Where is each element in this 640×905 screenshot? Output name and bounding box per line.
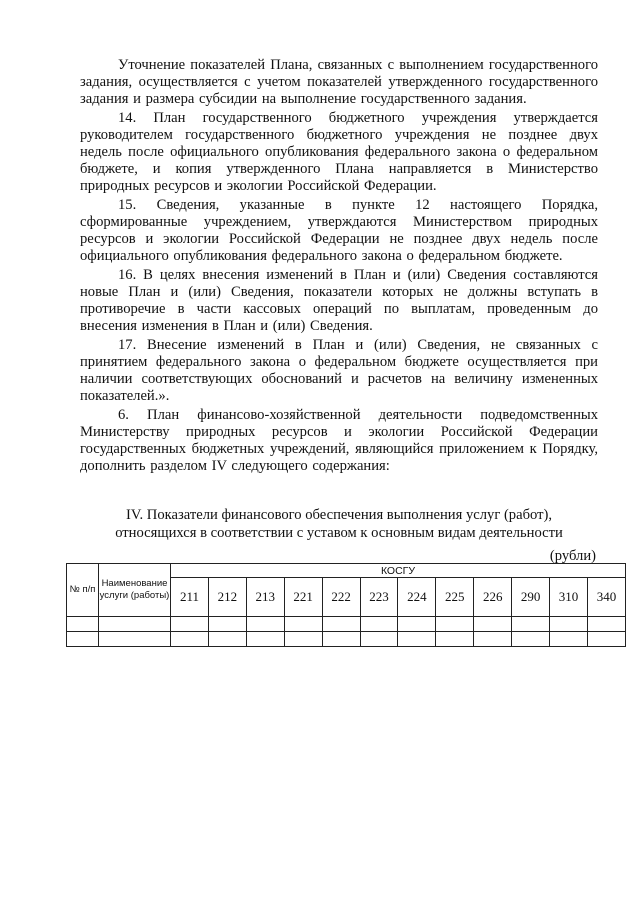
table-cell <box>436 632 474 647</box>
section-title-line1: IV. Показатели финансового обеспечения выполнения услуг (работ), <box>125 507 553 523</box>
table-cell <box>512 617 550 632</box>
table-cell <box>322 617 360 632</box>
table-cell <box>587 617 625 632</box>
code-cell: 223 <box>360 578 398 617</box>
header-kosgu: КОСГУ <box>171 564 626 578</box>
table-cell <box>398 617 436 632</box>
table-cell <box>398 632 436 647</box>
table-cell <box>67 617 99 632</box>
code-cell: 340 <box>587 578 625 617</box>
table-cell <box>284 617 322 632</box>
financial-table <box>66 563 626 647</box>
table-cell <box>474 632 512 647</box>
paragraph-15: 15. Сведения, указанные в пункте 12 настоящего Порядка, сформированные учреждением, утверждаются Министерством природных ресурсов и экологии Российской Федерации не позднее двух недель после официального опубликования федерального закона о федеральном бюджете. <box>80 197 598 264</box>
table-cell <box>246 632 284 647</box>
paragraph-17: 17. Внесение изменений в План и (или) Сведения, не связанных с принятием федерального закона о федеральном бюджете осуществляется при наличии соответствующих обоснований и расчетов на величину измененных показателей.». <box>80 337 598 404</box>
code-cell: 226 <box>474 578 512 617</box>
paragraph-6: 6. План финансово-хозяйственной деятельности подведомственных Министерству природных ресурсов и экологии Российской Федерации государственных бюджетных учреждений, являющийся приложением к Порядку, дополнить разделом IV следующего содержания: <box>80 407 598 474</box>
table-cell <box>99 632 171 647</box>
code-cell: 212 <box>208 578 246 617</box>
table-row <box>67 632 626 647</box>
table-cell <box>436 617 474 632</box>
table-cell <box>67 632 99 647</box>
paragraph-16: 16. В целях внесения изменений в План и (или) Сведения составляются новые План и (или) Сведения, показатели которых не должны вступать в противоречие в части кассовых операций по выплатам, проведенным до внесения изменения в План и (или) Сведения. <box>80 267 598 334</box>
table-cell <box>208 617 246 632</box>
table-cell <box>171 632 209 647</box>
body-text <box>80 57 598 477</box>
units-label: (рубли) <box>549 548 596 564</box>
code-cell: 225 <box>436 578 474 617</box>
table-cell <box>550 617 588 632</box>
table-cell <box>587 632 625 647</box>
section-title-line2: относящихся в соответствии с уставом к основным видам деятельности <box>115 525 563 541</box>
code-cell: 290 <box>512 578 550 617</box>
code-cell: 222 <box>322 578 360 617</box>
table-cell <box>512 632 550 647</box>
table-cell <box>208 632 246 647</box>
table-cell <box>284 632 322 647</box>
table-cell <box>550 632 588 647</box>
paragraph-clarification: Уточнение показателей Плана, связанных с выполнением государственного задания, осуществляется с учетом показателей утвержденного государственного задания и размера субсидии на выполнение государственного задания. <box>80 57 598 107</box>
code-cell: 211 <box>171 578 209 617</box>
code-cell: 224 <box>398 578 436 617</box>
header-number: № п/п <box>67 564 99 617</box>
section-title <box>80 506 598 542</box>
table-cell <box>474 617 512 632</box>
code-cell: 213 <box>246 578 284 617</box>
table-cell <box>171 617 209 632</box>
code-cell: 310 <box>550 578 588 617</box>
table-cell <box>99 617 171 632</box>
paragraph-14: 14. План государственного бюджетного учреждения утверждается руководителем государственного бюджетного учреждения не позднее двух недель после официального опубликования федерального закона о федеральном бюджете, и копия утвержденного Плана направляется в Министерство природных ресурсов и экологии Российской Федерации. <box>80 110 598 194</box>
table-cell <box>246 617 284 632</box>
table-cell <box>360 632 398 647</box>
table-row <box>67 617 626 632</box>
table-header-row <box>67 564 626 578</box>
code-cell: 221 <box>284 578 322 617</box>
table-cell <box>322 632 360 647</box>
header-service-name: Наименование услуги (работы) <box>99 564 171 617</box>
table-cell <box>360 617 398 632</box>
